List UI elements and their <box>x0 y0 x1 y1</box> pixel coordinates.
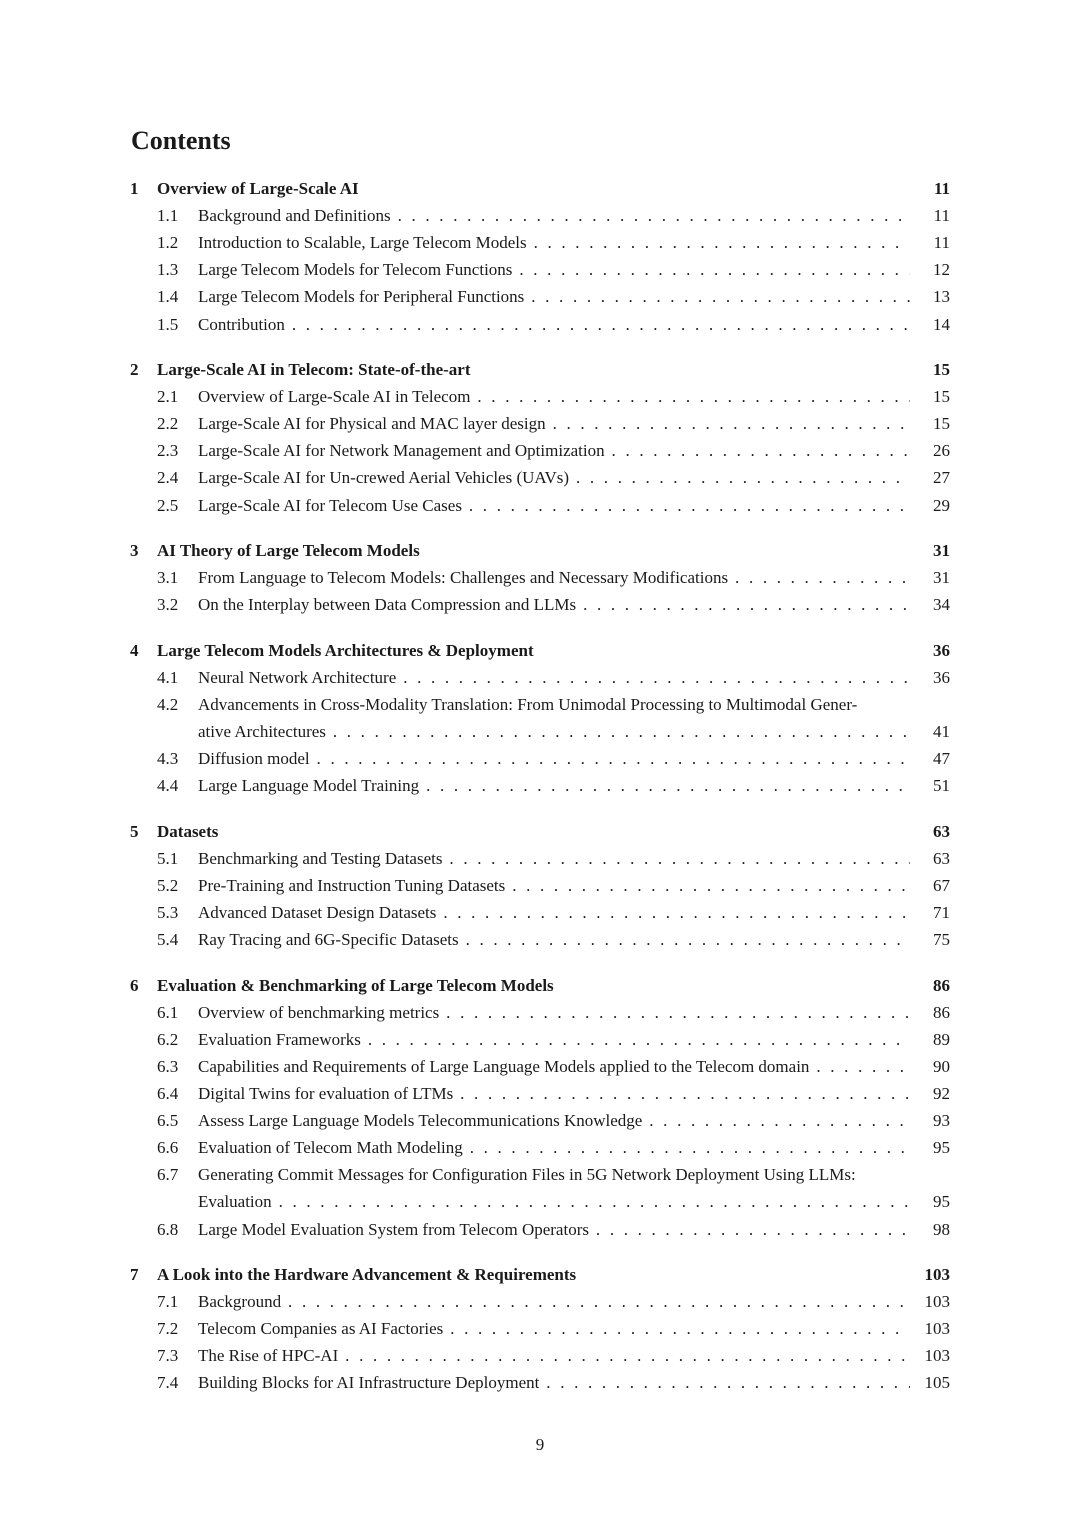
chapter-number: 1 <box>130 179 139 198</box>
section-page-number: 103 <box>924 1346 950 1366</box>
chapter-number: 7 <box>130 1265 139 1284</box>
section-page-number: 12 <box>933 260 950 280</box>
section-title: Benchmarking and Testing Datasets . . . <box>198 845 910 872</box>
toc-entry[interactable] <box>157 591 950 618</box>
toc-entry[interactable] <box>157 256 950 283</box>
chapter-heading[interactable] <box>130 537 950 564</box>
toc-entry[interactable] <box>157 691 950 718</box>
section-page-number: 36 <box>933 667 950 687</box>
section-page-number: 13 <box>933 287 950 307</box>
section-number: 1.1 <box>157 206 179 226</box>
chapter-title: Large-Scale AI in Telecom: State-of-the-art <box>157 360 471 379</box>
section-number: 6.2 <box>157 1029 179 1049</box>
toc-entry[interactable] <box>157 383 950 410</box>
chapter-heading[interactable] <box>130 1261 950 1288</box>
section-title: Telecom Companies as AI Factories . . . <box>198 1315 910 1342</box>
section-number: 1.5 <box>157 314 179 334</box>
section-title: Large-Scale AI for Un-crewed Aerial Vehicles (UAVs) . . . <box>198 464 910 491</box>
section-page-number: 75 <box>933 930 950 950</box>
toc-entry[interactable] <box>157 1342 950 1369</box>
section-number: 2.4 <box>157 468 179 488</box>
section-title: The Rise of HPC-AI . . . <box>198 1342 910 1369</box>
section-title: Background and Definitions . . . <box>198 202 910 229</box>
toc-entry[interactable] <box>157 437 950 464</box>
chapter-heading[interactable] <box>130 175 950 202</box>
chapter-title: AI Theory of Large Telecom Models <box>157 541 420 560</box>
section-title-continued: Evaluation . . . <box>198 1188 910 1215</box>
section-title: Advanced Dataset Design Datasets . . . <box>198 899 910 926</box>
section-title: Large-Scale AI for Physical and MAC layer design . . . <box>198 410 910 437</box>
section-page-number: 89 <box>933 1029 950 1049</box>
chapter-number: 4 <box>130 640 139 660</box>
toc-entry[interactable] <box>157 1026 950 1053</box>
section-number: 2.3 <box>157 441 179 461</box>
toc-entry[interactable] <box>157 926 950 953</box>
section-title: Evaluation of Telecom Math Modeling . . . <box>198 1134 910 1161</box>
section-number: 3.1 <box>157 568 179 588</box>
section-number: 6.8 <box>157 1219 179 1239</box>
toc-entry[interactable] <box>157 1369 950 1396</box>
section-page-number: 11 <box>933 206 950 226</box>
toc-entry[interactable] <box>157 1053 950 1080</box>
section-title: Large Telecom Models for Telecom Functions . . . <box>198 256 910 283</box>
section-page-number: 67 <box>933 875 950 895</box>
section-title: Large Language Model Training . . . <box>198 772 910 799</box>
toc-entry[interactable] <box>157 1216 950 1243</box>
toc-entry[interactable] <box>157 899 950 926</box>
chapter-page-number: 86 <box>933 975 950 995</box>
section-number: 7.3 <box>157 1346 179 1366</box>
toc-entry[interactable] <box>157 564 950 591</box>
toc-entry[interactable] <box>157 410 950 437</box>
chapter-heading[interactable] <box>130 972 950 999</box>
section-page-number: 27 <box>933 468 950 488</box>
toc-entry[interactable] <box>157 283 950 310</box>
toc-entry[interactable] <box>157 1080 950 1107</box>
chapter-title: Datasets <box>157 821 219 841</box>
page-number: 9 <box>535 1435 545 1454</box>
section-page-number: 34 <box>933 595 950 615</box>
section-title: Contribution . . . <box>198 311 910 338</box>
chapter-number: 2 <box>130 360 139 379</box>
chapter-page-number: 103 <box>924 1265 950 1284</box>
section-number: 2.5 <box>157 495 179 515</box>
toc-entry[interactable] <box>157 1107 950 1134</box>
section-title: Capabilities and Requirements of Large Language Models applied to the Telecom domain . . . <box>198 1053 910 1080</box>
toc-entry[interactable] <box>157 1288 950 1315</box>
chapter-page-number: 15 <box>933 360 950 379</box>
section-number: 6.5 <box>157 1111 179 1131</box>
section-number: 6.4 <box>157 1084 179 1103</box>
section-number: 6.6 <box>157 1138 179 1158</box>
section-number: 7.4 <box>157 1373 179 1393</box>
toc-entry[interactable] <box>157 772 950 799</box>
chapter-heading[interactable] <box>130 356 950 383</box>
section-title: On the Interplay between Data Compression and LLMs . . . <box>198 591 910 618</box>
section-title: Large-Scale AI for Network Management and Optimization . . . <box>198 437 910 464</box>
section-page-number: 41 <box>933 722 950 741</box>
section-title: Advancements in Cross-Modality Translation: From Unimodal Processing to Multimodal Gener- <box>198 694 858 714</box>
toc-entry[interactable] <box>157 1315 950 1342</box>
section-number: 3.2 <box>157 595 179 615</box>
chapter-heading[interactable] <box>130 637 950 664</box>
section-title: Overview of Large-Scale AI in Telecom . . . <box>198 383 910 410</box>
section-page-number: 103 <box>924 1292 950 1312</box>
section-title: Background . . . <box>198 1288 910 1315</box>
section-number: 5.3 <box>157 903 179 922</box>
section-page-number: 29 <box>933 495 950 515</box>
toc-entry-continued[interactable] <box>157 718 950 745</box>
section-number: 2.1 <box>157 387 179 407</box>
section-number: 1.4 <box>157 287 179 307</box>
chapter-title: Overview of Large-Scale AI <box>157 179 359 198</box>
section-title: Pre-Training and Instruction Tuning Datasets . . . <box>198 872 910 899</box>
section-page-number: 15 <box>933 414 950 434</box>
toc-entry[interactable] <box>157 1161 950 1188</box>
section-title: Digital Twins for evaluation of LTMs . . . <box>198 1080 910 1107</box>
section-page-number: 11 <box>933 233 950 253</box>
toc-entry[interactable] <box>157 492 950 519</box>
chapter-title: A Look into the Hardware Advancement & Requirements <box>157 1265 577 1284</box>
chapter-page-number: 63 <box>933 821 950 841</box>
section-title: Large Telecom Models for Peripheral Functions . . . <box>198 283 910 310</box>
section-page-number: 93 <box>933 1111 950 1131</box>
section-page-number: 95 <box>933 1138 950 1158</box>
section-page-number: 26 <box>933 441 950 461</box>
toc-entry[interactable] <box>157 845 950 872</box>
section-title: Generating Commit Messages for Configuration Files in 5G Network Deployment Using LLMs: <box>198 1165 856 1185</box>
section-number: 1.3 <box>157 260 179 280</box>
section-page-number: 51 <box>933 776 950 796</box>
chapter-heading[interactable] <box>130 818 950 845</box>
section-number: 7.1 <box>157 1292 179 1312</box>
section-title: From Language to Telecom Models: Challenges and Necessary Modifications . . . <box>198 564 910 591</box>
toc-entry[interactable] <box>157 229 950 256</box>
section-title: Building Blocks for AI Infrastructure Deployment . . . <box>198 1369 910 1396</box>
toc-entry[interactable] <box>157 745 950 772</box>
chapter-title: Large Telecom Models Architectures & Deployment <box>157 640 534 660</box>
section-page-number: 98 <box>933 1219 950 1239</box>
section-number: 4.1 <box>157 667 179 687</box>
section-title: Evaluation Frameworks . . . <box>198 1026 910 1053</box>
section-page-number: 63 <box>933 848 950 868</box>
section-page-number: 31 <box>933 568 950 588</box>
toc-entry[interactable] <box>157 311 950 338</box>
section-title: Assess Large Language Models Telecommunications Knowledge . . . <box>198 1107 910 1134</box>
section-title: Diffusion model . . . <box>198 745 910 772</box>
section-page-number: 92 <box>933 1084 950 1103</box>
section-title: Large Model Evaluation System from Telecom Operators . . . <box>198 1216 910 1243</box>
section-number: 6.3 <box>157 1056 179 1076</box>
toc-entry[interactable] <box>157 664 950 691</box>
chapter-title: Evaluation & Benchmarking of Large Telecom Models <box>157 975 554 995</box>
section-number: 5.1 <box>157 848 179 868</box>
section-title: Introduction to Scalable, Large Telecom Models . . . <box>198 229 910 256</box>
section-number: 4.3 <box>157 749 179 769</box>
page-title: Contents <box>131 126 231 155</box>
section-number: 6.7 <box>157 1165 179 1185</box>
section-number: 5.2 <box>157 875 179 895</box>
section-page-number: 47 <box>933 749 950 769</box>
section-page-number: 15 <box>933 387 950 407</box>
section-page-number: 86 <box>933 1002 950 1022</box>
section-title: Neural Network Architecture . . . <box>198 664 910 691</box>
toc-entry[interactable] <box>157 464 950 491</box>
section-title: Large-Scale AI for Telecom Use Cases . . . <box>198 492 910 519</box>
chapter-page-number: 36 <box>933 640 950 660</box>
toc-entry[interactable] <box>157 999 950 1026</box>
section-page-number: 105 <box>924 1373 950 1393</box>
section-page-number: 71 <box>933 903 950 922</box>
section-number: 6.1 <box>157 1002 179 1022</box>
chapter-number: 5 <box>130 821 139 841</box>
section-title: Overview of benchmarking metrics . . . <box>198 999 910 1026</box>
section-title-continued: ative Architectures . . . <box>198 718 910 745</box>
chapter-page-number: 11 <box>933 179 950 198</box>
section-page-number: 90 <box>933 1056 950 1076</box>
toc-entry-continued[interactable] <box>157 1188 950 1215</box>
section-number: 7.2 <box>157 1319 179 1339</box>
section-page-number: 14 <box>933 314 950 334</box>
section-number: 4.2 <box>157 694 179 714</box>
chapter-page-number: 31 <box>933 541 950 560</box>
toc-entry[interactable] <box>157 202 950 229</box>
section-number: 2.2 <box>157 414 179 434</box>
toc-entry[interactable] <box>157 1134 950 1161</box>
section-title: Ray Tracing and 6G-Specific Datasets . . . <box>198 926 910 953</box>
chapter-number: 3 <box>130 541 139 560</box>
section-number: 4.4 <box>157 776 179 796</box>
section-number: 1.2 <box>157 233 179 253</box>
section-page-number: 95 <box>933 1192 950 1212</box>
chapter-number: 6 <box>130 975 139 995</box>
section-number: 5.4 <box>157 930 179 950</box>
toc-entry[interactable] <box>157 872 950 899</box>
section-page-number: 103 <box>924 1319 950 1339</box>
